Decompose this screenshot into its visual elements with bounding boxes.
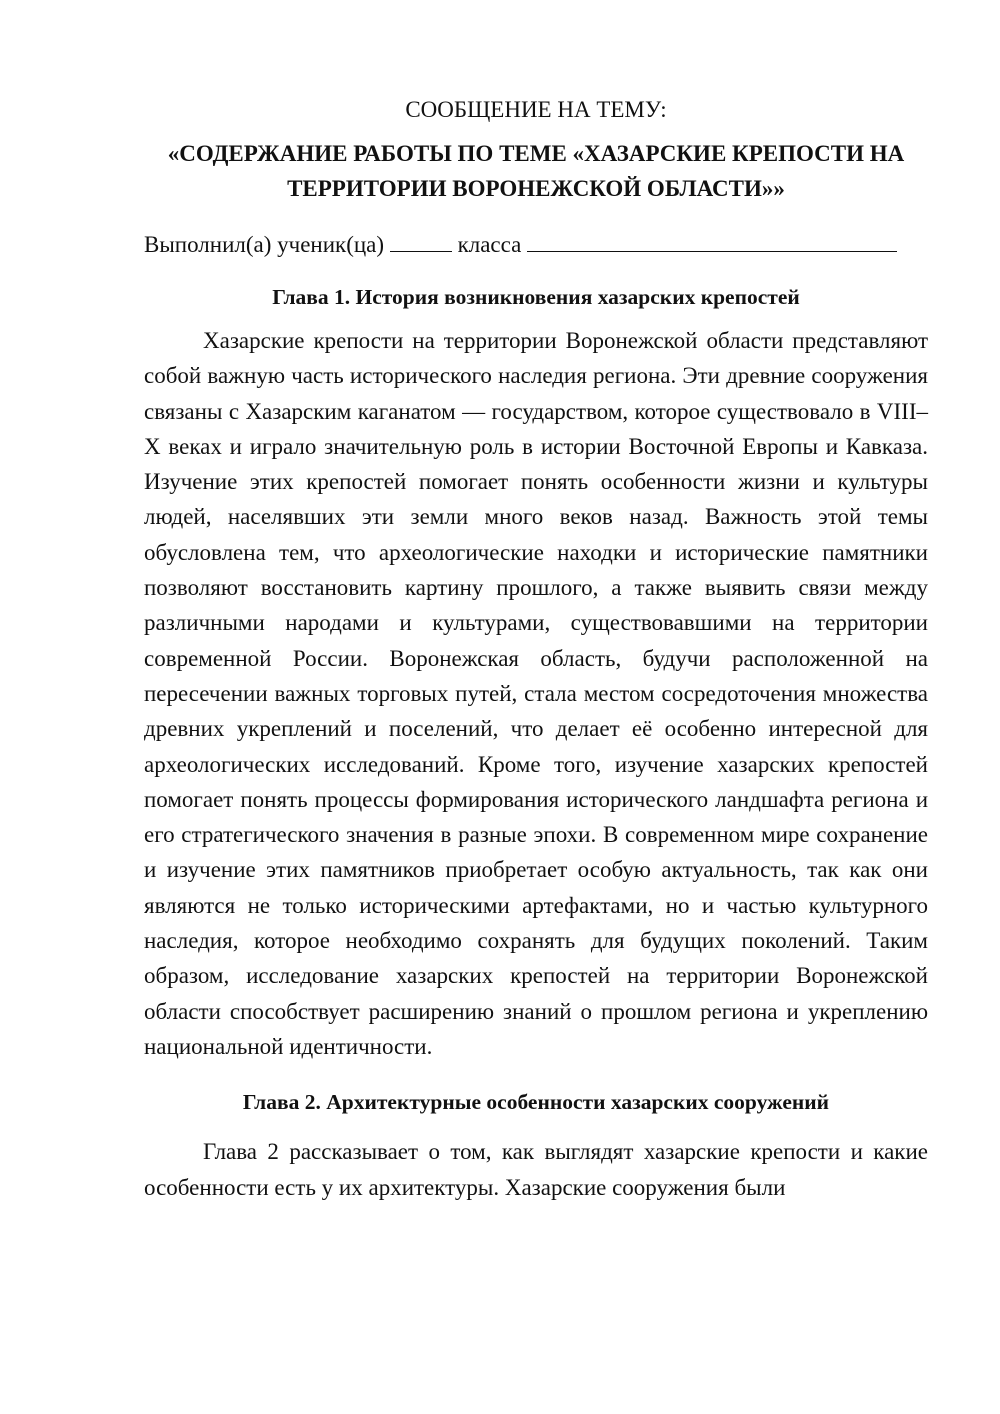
class-name-blank <box>527 229 897 252</box>
chapter-2-title: Глава 2. Архитектурные особенности хазарских сооружений <box>242 1090 830 1115</box>
chapter-1-title: Глава 1. История возникновения хазарских крепостей <box>272 285 800 309</box>
document-content <box>144 94 928 1205</box>
author-line <box>144 229 928 261</box>
chapter-1-paragraph: Хазарские крепости на территории Воронежской области представляют собой важную часть исторического наследия региона. Эти древние сооружения связаны с Хазарским каганатом — государством, которое существовало в VIII–X веках и играло значительную роль в истории Восточной Европы и Кавказа. Изучение этих крепостей помогает понять особенности жизни и культуры людей, населявших эти земли много веков назад. Важность этой темы обусловлена тем, что археологические находки и исторические памятники позволяют восстановить картину прошлого, а также выявить связи между различными народами и культурами, существовавшими на территории современной России. Воронежская область, будучи расположенной на пересечении важных торговых путей, стала местом сосредоточения множества древних укреплений и поселений, что делает её особенно интересной для археологических исследований. Кроме того, изучение хазарских крепостей помогает понять процессы формирования исторического ландшафта региона и его стратегического значения в разные эпохи. В современном мире сохранение и изучение этих памятников приобретает особую актуальность, так как они являются не только историческими артефактами, но и частью культурного наследия, которое необходимо сохранять для будущих поколений. Таким образом, исследование хазарских крепостей на территории Воронежской области способствует расширению знаний о прошлом региона и укреплению национальной идентичности. <box>144 328 928 1059</box>
completed-by-label: Выполнил(а) ученик(ца) <box>144 232 385 257</box>
chapter-2-paragraph: Глава 2 рассказывает о том, как выглядят хазарские крепости и какие особенности есть у их архитектуры. Хазарские сооружения были <box>144 1139 928 1200</box>
class-label: класса <box>457 232 522 257</box>
document-heading: СООБЩЕНИЕ НА ТЕМУ: <box>405 97 667 122</box>
class-number-blank <box>390 229 452 252</box>
document-title: «СОДЕРЖАНИЕ РАБОТЫ ПО ТЕМЕ «ХАЗАРСКИЕ КРЕПОСТИ НА ТЕРРИТОРИИ ВОРОНЕЖСКОЙ ОБЛАСТИ»» <box>167 141 905 201</box>
